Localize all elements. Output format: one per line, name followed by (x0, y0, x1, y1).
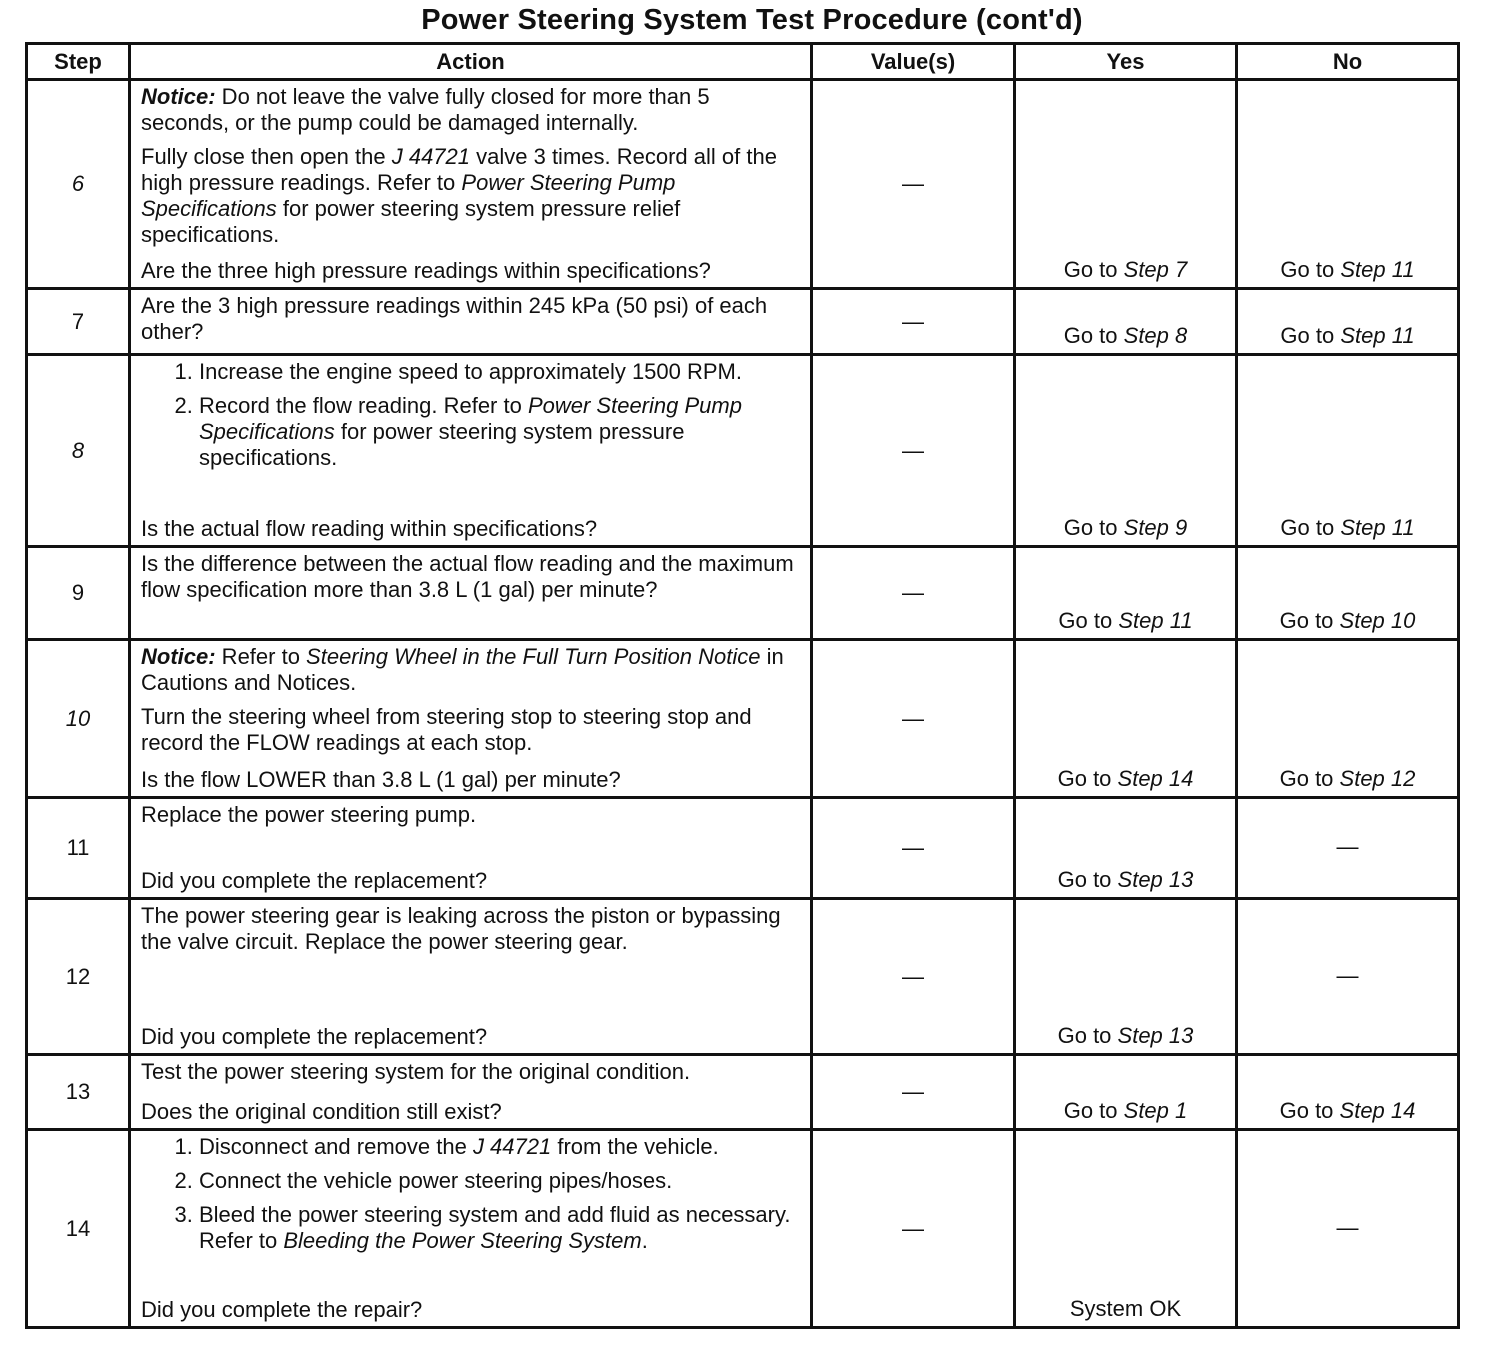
page-title: Power Steering System Test Procedure (cont'd) (421, 4, 1083, 36)
step-number: 8 (27, 355, 130, 547)
list-item: 2. Connect the vehicle power steering pipes/hoses. (199, 1168, 802, 1194)
value-cell: — (812, 355, 1015, 547)
yes-link[interactable]: Go to Step 14 (1057, 766, 1194, 791)
action-cell (130, 798, 812, 899)
step-number: 6 (27, 80, 130, 289)
action-cell (130, 80, 812, 289)
yes-link[interactable]: Go to Step 7 (1063, 257, 1188, 282)
value-cell: — (812, 80, 1015, 289)
no-value: — (1336, 834, 1359, 859)
no-link[interactable]: Go to Step 12 (1279, 766, 1416, 791)
value-cell: — (812, 289, 1015, 355)
yes-link[interactable]: Go to Step 13 (1057, 1023, 1194, 1048)
action-cell (130, 547, 812, 640)
no-cell (1237, 547, 1459, 640)
yes-cell (1015, 355, 1237, 547)
question: Is the flow LOWER than 3.8 L (1 gal) per minute? (141, 767, 621, 792)
step-number: 9 (27, 547, 130, 640)
no-cell (1237, 80, 1459, 289)
no-cell (1237, 289, 1459, 355)
question: Did you complete the replacement? (141, 868, 488, 893)
list-item: 3. Bleed the power steering system and add fluid as necessary. Refer to Bleeding the Power Steering System. (199, 1202, 802, 1254)
no-value: — (1336, 962, 1359, 988)
table-row (27, 1055, 1459, 1130)
table-row (27, 1130, 1459, 1328)
yes-cell (1015, 289, 1237, 355)
action-cell (130, 289, 812, 355)
no-cell (1237, 355, 1459, 547)
test-procedure-table (25, 42, 1460, 1329)
yes-cell (1015, 640, 1237, 798)
question: Did you complete the replacement? (141, 1024, 488, 1049)
question: Are the 3 high pressure readings within 245 kPa (50 psi) of each other? (141, 293, 768, 344)
list-item: 1. Disconnect and remove the J 44721 from the vehicle. (199, 1134, 802, 1160)
header-no: No (1237, 44, 1459, 80)
instruction: Turn the steering wheel from steering stop to steering stop and record the FLOW readings at each stop. (141, 704, 752, 755)
yes-cell (1015, 798, 1237, 899)
instruction-list (141, 1134, 802, 1254)
header-action: Action (130, 44, 812, 80)
question: Is the actual flow reading within specifications? (141, 516, 598, 541)
value-cell: — (812, 640, 1015, 798)
table-row (27, 640, 1459, 798)
yes-cell (1015, 1055, 1237, 1130)
table-row (27, 355, 1459, 547)
question: Does the original condition still exist? (141, 1099, 502, 1124)
table-row (27, 289, 1459, 355)
yes-result: System OK (1069, 1296, 1182, 1321)
list-item: 1. Increase the engine speed to approximately 1500 RPM. (199, 359, 802, 385)
table-row (27, 798, 1459, 899)
no-cell (1237, 798, 1459, 899)
action-cell (130, 899, 812, 1055)
yes-link[interactable]: Go to Step 13 (1057, 867, 1194, 892)
question: Did you complete the repair? (141, 1297, 423, 1322)
instruction-list (141, 359, 802, 471)
yes-cell (1015, 547, 1237, 640)
yes-cell (1015, 899, 1237, 1055)
list-item: 2. Record the flow reading. Refer to Power Steering Pump Specifications for power steering system pressure specifications. (199, 393, 802, 471)
notice: Notice: Do not leave the valve fully closed for more than 5 seconds, or the pump could be damaged internally. (141, 84, 710, 135)
value-cell: — (812, 1130, 1015, 1328)
instruction: Fully close then open the J 44721 valve 3 times. Record all of the high pressure readings. Refer to Power Steering Pump Specifications for power steering system pressure relief specifications. (141, 144, 777, 247)
action-cell (130, 640, 812, 798)
no-cell (1237, 640, 1459, 798)
no-cell (1237, 1055, 1459, 1130)
yes-cell (1015, 1130, 1237, 1328)
notice: Notice: Refer to Steering Wheel in the Full Turn Position Notice in Cautions and Notices. (141, 644, 784, 695)
step-number: 7 (27, 289, 130, 355)
no-link[interactable]: Go to Step 11 (1280, 323, 1415, 348)
instruction: The power steering gear is leaking across the piston or bypassing the valve circuit. Replace the power steering gear. (141, 903, 781, 954)
no-value: — (1336, 1214, 1359, 1240)
header-row (27, 44, 1459, 80)
yes-link[interactable]: Go to Step 1 (1063, 1098, 1188, 1123)
question: Is the difference between the actual flow reading and the maximum flow specification more than 3.8 L (1 gal) per minute? (141, 551, 794, 602)
step-number: 10 (27, 640, 130, 798)
step-number: 13 (27, 1055, 130, 1130)
no-link[interactable]: Go to Step 11 (1280, 257, 1415, 282)
value-cell: — (812, 899, 1015, 1055)
no-link[interactable]: Go to Step 10 (1279, 608, 1416, 633)
table-row (27, 80, 1459, 289)
yes-link[interactable]: Go to Step 8 (1063, 323, 1188, 348)
yes-link[interactable]: Go to Step 9 (1063, 515, 1188, 540)
no-cell (1237, 1130, 1459, 1328)
step-number: 14 (27, 1130, 130, 1328)
action-cell (130, 1130, 812, 1328)
action-cell (130, 355, 812, 547)
value-cell: — (812, 547, 1015, 640)
header-step: Step (27, 44, 130, 80)
question: Are the three high pressure readings within specifications? (141, 258, 711, 283)
instruction: Replace the power steering pump. (141, 802, 477, 827)
header-yes: Yes (1015, 44, 1237, 80)
action-cell (130, 1055, 812, 1130)
step-number: 11 (27, 798, 130, 899)
yes-link[interactable]: Go to Step 11 (1058, 608, 1193, 633)
yes-cell (1015, 80, 1237, 289)
step-number: 12 (27, 899, 130, 1055)
table-row (27, 899, 1459, 1055)
table-row (27, 547, 1459, 640)
no-link[interactable]: Go to Step 14 (1279, 1098, 1416, 1123)
no-link[interactable]: Go to Step 11 (1280, 515, 1415, 540)
value-cell: — (812, 1055, 1015, 1130)
no-cell (1237, 899, 1459, 1055)
instruction: Test the power steering system for the original condition. (141, 1059, 691, 1084)
header-values: Value(s) (812, 44, 1015, 80)
value-cell: — (812, 798, 1015, 899)
